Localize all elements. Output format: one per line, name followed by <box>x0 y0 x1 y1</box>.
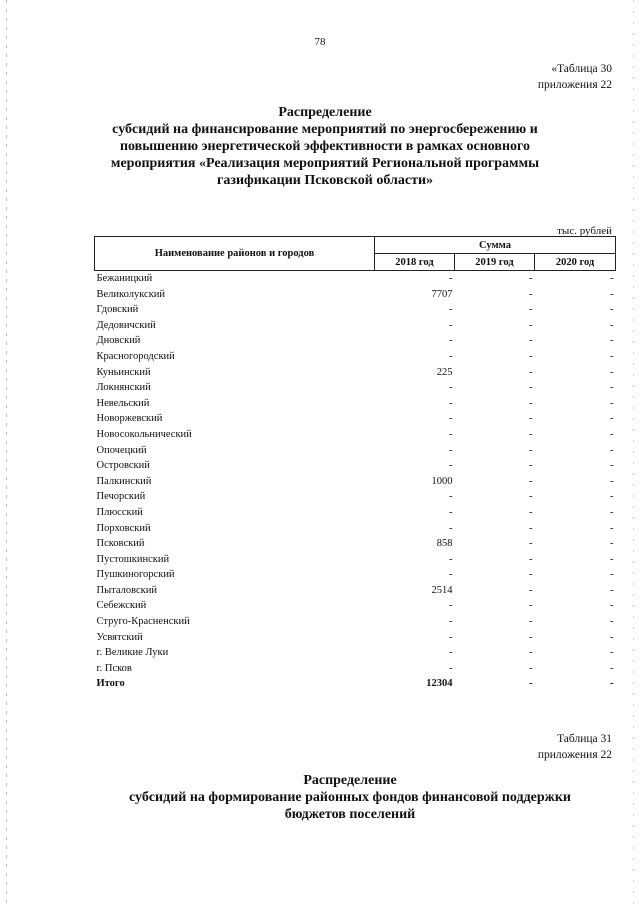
value-2018: - <box>449 382 453 394</box>
value-2019: - <box>529 350 533 362</box>
value-2018: - <box>449 350 453 362</box>
value-2019: - <box>529 522 533 534</box>
scan-edge-right <box>633 0 634 905</box>
district-name: Дновский <box>96 335 141 347</box>
district-name: Печорский <box>96 491 146 503</box>
district-name: Плюсский <box>96 506 143 518</box>
table-row <box>95 614 616 630</box>
value-2019: - <box>529 319 533 331</box>
district-name: Красногородский <box>96 350 175 362</box>
district-name: Пустошкинский <box>96 553 170 565</box>
value-2019: - <box>529 600 533 612</box>
table-row <box>95 630 616 646</box>
value-2020: - <box>610 647 614 659</box>
value-2019: - <box>529 538 533 550</box>
table31-title <box>100 772 600 823</box>
value-2019: - <box>529 584 533 596</box>
value-2020: - <box>610 335 614 347</box>
table30-ref-line2: приложения 22 <box>537 79 612 91</box>
value-2020: - <box>610 678 614 690</box>
table-row <box>95 567 616 583</box>
value-2020: - <box>610 553 614 565</box>
value-2019: - <box>529 397 533 409</box>
value-2018: - <box>449 553 453 565</box>
value-2019: - <box>529 460 533 472</box>
value-2019: - <box>529 382 533 394</box>
scan-edge-left <box>6 0 7 905</box>
value-2018: - <box>449 506 453 518</box>
value-2019: - <box>529 616 533 628</box>
header-2019: 2019 год <box>455 254 535 271</box>
value-2020: - <box>610 522 614 534</box>
district-name: Куньинский <box>96 366 151 378</box>
table-row <box>95 598 616 614</box>
value-2019: - <box>529 491 533 503</box>
table-row <box>95 489 616 505</box>
table31-reference <box>538 731 612 763</box>
table-row <box>95 427 616 443</box>
page-number: 78 <box>314 36 326 48</box>
district-name: Новоржевский <box>96 413 163 425</box>
district-name: Палкинский <box>96 475 152 487</box>
header-sum: Сумма <box>375 237 616 254</box>
table31-ref-line1: Таблица 31 <box>557 733 612 745</box>
value-2019: - <box>529 647 533 659</box>
value-2019: - <box>529 273 533 284</box>
value-2020: - <box>610 350 614 362</box>
value-2018: - <box>449 662 453 674</box>
value-2018: 12304 <box>426 678 453 690</box>
table-row <box>95 458 616 474</box>
header-2020: 2020 год <box>535 254 616 271</box>
district-name: Невельский <box>96 397 150 409</box>
table30-ref-line1: «Таблица 30 <box>551 63 612 75</box>
value-2019: - <box>529 335 533 347</box>
value-2018: - <box>449 444 453 456</box>
value-2020: - <box>610 538 614 550</box>
table-row <box>95 349 616 365</box>
table-row <box>95 536 616 552</box>
table-row <box>95 302 616 318</box>
district-name: Гдовский <box>96 304 139 316</box>
subsidy-table <box>94 236 616 692</box>
value-2018: - <box>449 647 453 659</box>
district-name: Дедовичский <box>96 319 156 331</box>
table31-ref-line2: приложения 22 <box>537 749 612 761</box>
value-2018: 7707 <box>431 288 453 300</box>
table-row <box>95 365 616 381</box>
value-2019: - <box>529 444 533 456</box>
table-row <box>95 505 616 521</box>
table-row <box>95 271 616 287</box>
table-row <box>95 661 616 677</box>
value-2018: - <box>449 616 453 628</box>
value-2020: - <box>610 569 614 581</box>
district-name: Островский <box>96 460 150 472</box>
value-2020: - <box>610 304 614 316</box>
value-2020: - <box>610 366 614 378</box>
district-name: Порховский <box>96 522 151 534</box>
value-2020: - <box>610 288 614 300</box>
header-name: Наименование районов и городов <box>95 237 375 271</box>
district-name: Локнянский <box>96 382 151 394</box>
value-2018: - <box>449 491 453 503</box>
district-name: Усвятский <box>96 631 143 643</box>
value-2020: - <box>610 460 614 472</box>
table30-title-line5: газификации Псковской области» <box>216 173 434 188</box>
district-name: Струго-Красненский <box>96 616 190 628</box>
value-2018: 2514 <box>431 584 453 596</box>
value-2020: - <box>610 413 614 425</box>
value-2020: - <box>610 273 614 284</box>
district-name: г. Псков <box>96 662 132 674</box>
value-2018: - <box>449 273 453 284</box>
district-name: Великолукский <box>96 288 166 300</box>
table-body <box>95 271 616 693</box>
value-2018: - <box>449 304 453 316</box>
value-2018: - <box>449 631 453 643</box>
value-2020: - <box>610 475 614 487</box>
district-name: Бежаницкий <box>96 273 153 284</box>
district-name: Пушкиногорский <box>96 569 175 581</box>
table-row <box>95 318 616 334</box>
table31-title-line3: бюджетов поселений <box>284 807 416 822</box>
value-2018: - <box>449 569 453 581</box>
value-2019: - <box>529 428 533 440</box>
table-row <box>95 287 616 303</box>
district-name: Итого <box>96 678 125 690</box>
value-2018: - <box>449 319 453 331</box>
value-2020: - <box>610 491 614 503</box>
district-name: Псковский <box>96 538 145 550</box>
table-row <box>95 645 616 661</box>
value-2018: 1000 <box>431 475 453 487</box>
header-2018: 2018 год <box>375 254 455 271</box>
value-2019: - <box>529 304 533 316</box>
value-2018: - <box>449 428 453 440</box>
table-row <box>95 583 616 599</box>
total-row <box>95 676 616 692</box>
value-2019: - <box>529 553 533 565</box>
value-2020: - <box>610 631 614 643</box>
district-name: Себежский <box>96 600 147 612</box>
value-2020: - <box>610 584 614 596</box>
value-2018: - <box>449 397 453 409</box>
table31-title-line2: субсидий на формирование районных фондов финансовой поддержки <box>129 790 571 805</box>
value-2020: - <box>610 616 614 628</box>
table30-title-line4: мероприятия «Реализация мероприятий Региональной программы <box>110 156 540 171</box>
value-2019: - <box>529 506 533 518</box>
value-2018: 225 <box>436 366 453 378</box>
value-2020: - <box>610 600 614 612</box>
district-name: Новосокольнический <box>96 428 192 440</box>
table30-title-line3: повышению энергетической эффективности в рамках основного <box>119 139 531 154</box>
value-2020: - <box>610 428 614 440</box>
value-2020: - <box>610 506 614 518</box>
table30-title <box>80 104 570 189</box>
value-2018: 858 <box>436 538 453 550</box>
value-2019: - <box>529 569 533 581</box>
table-row <box>95 443 616 459</box>
table-row <box>95 333 616 349</box>
value-2018: - <box>449 460 453 472</box>
value-2019: - <box>529 288 533 300</box>
district-name: Пыталовский <box>96 584 157 596</box>
table30-title-line2: субсидий на финансирование мероприятий по энергосбережению и <box>112 122 538 137</box>
table-row <box>95 380 616 396</box>
value-2019: - <box>529 366 533 378</box>
value-2018: - <box>449 413 453 425</box>
units-label: тыс. рублей <box>557 225 612 237</box>
value-2019: - <box>529 413 533 425</box>
value-2019: - <box>529 631 533 643</box>
value-2020: - <box>610 382 614 394</box>
table-row <box>95 396 616 412</box>
table-row <box>95 474 616 490</box>
value-2020: - <box>610 662 614 674</box>
value-2019: - <box>529 678 533 690</box>
value-2019: - <box>529 475 533 487</box>
value-2019: - <box>529 662 533 674</box>
table-row <box>95 411 616 427</box>
district-name: г. Великие Луки <box>96 647 169 659</box>
value-2018: - <box>449 600 453 612</box>
table31-title-line1: Распределение <box>303 773 397 788</box>
table30-reference <box>538 61 612 93</box>
table30-title-line1: Распределение <box>278 105 372 120</box>
value-2020: - <box>610 319 614 331</box>
value-2018: - <box>449 335 453 347</box>
table-row <box>95 552 616 568</box>
table-row <box>95 521 616 537</box>
value-2020: - <box>610 444 614 456</box>
district-name: Опочецкий <box>96 444 147 456</box>
value-2020: - <box>610 397 614 409</box>
value-2018: - <box>449 522 453 534</box>
